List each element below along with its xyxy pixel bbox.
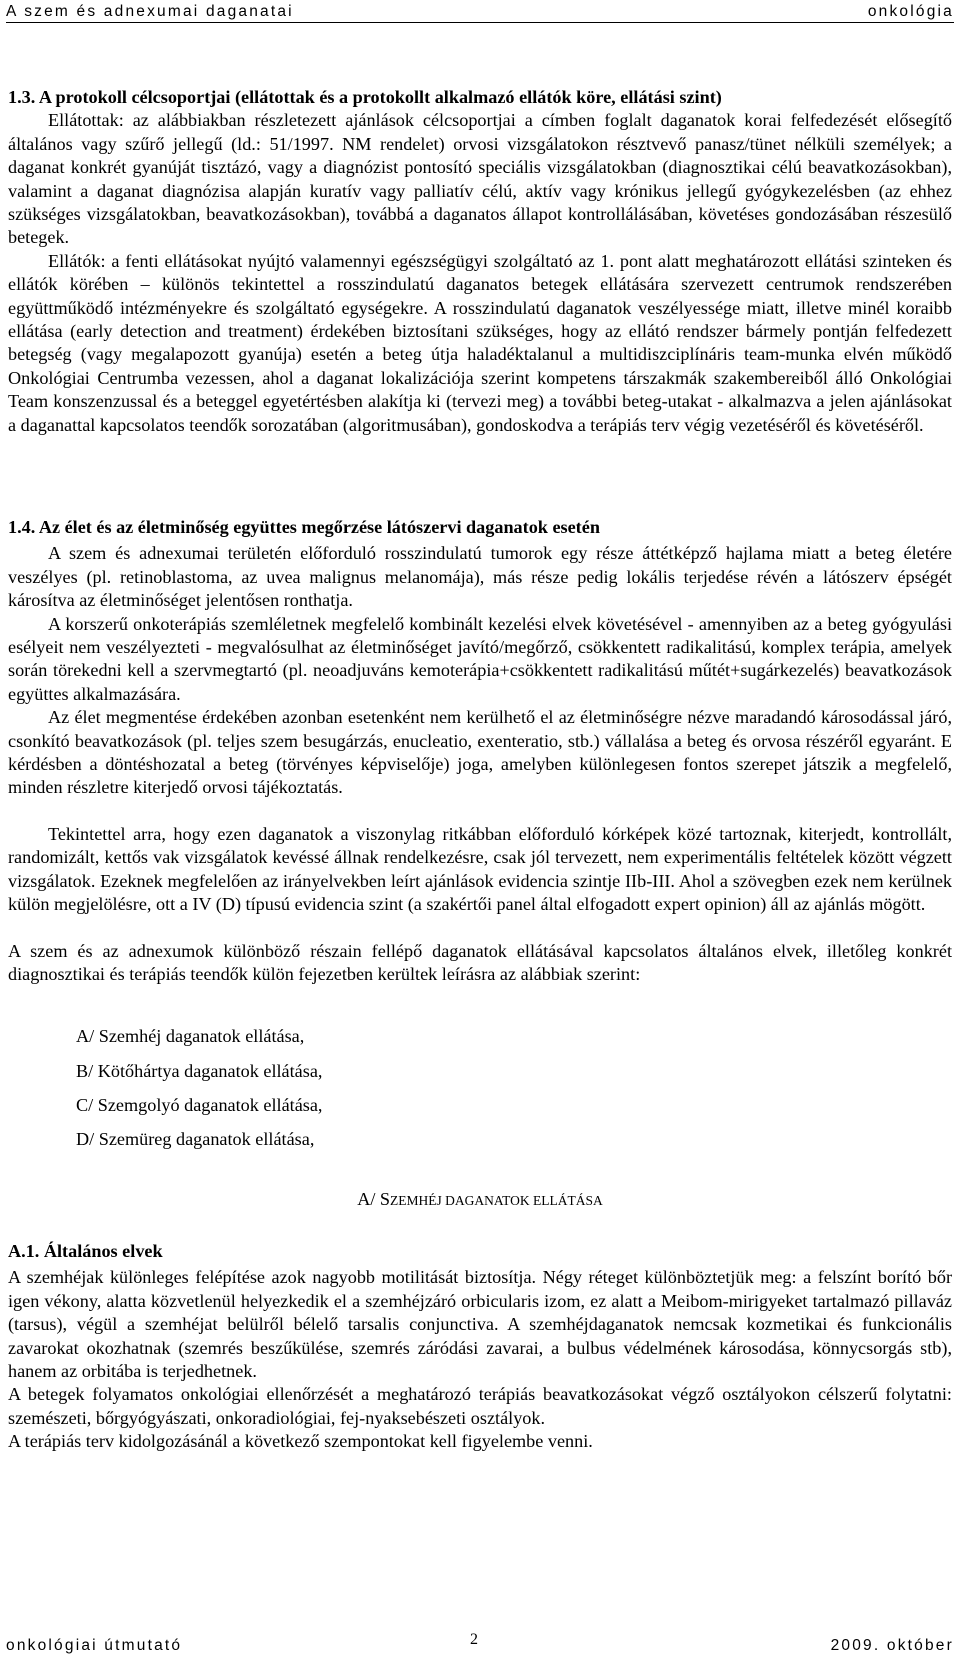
chapter-list-item: C/ Szemgolyó daganatok ellátása, <box>76 1095 323 1115</box>
chapter-title-prefix: A/ S <box>357 1189 391 1209</box>
paragraph: A szem és adnexumai területén előforduló rosszindulatú tumorok egy része áttétképző hajlama miatt a beteg életére veszélyes (pl. retinoblastoma, az uvea malignus melanomája), más része pedig lokális terjedése révén a látószerv épségét károsítva az életminőséget jelentősen ronthatja. <box>8 543 952 611</box>
chapter-title-rest: ZEMHÉJ DAGANATOK ELLÁTÁSA <box>390 1193 603 1208</box>
paragraph: A korszerű onkoterápiás szemléletnek megfelelő kombinált kezelési elvek követésével - amennyiben az a beteg gyógyulási esélyeit nem veszélyezteti - megvalósulhat az életminőséget javító/megőrző, csökkentett radikalitású, komplex terápia, amelyek során törekedni kell a szervmegtartó (pl. neoadjuváns kemoterápia+csökkentett radikalitású műtét+sugárkezelés) beavatkozások együttes alkalmazására. <box>8 613 952 704</box>
section-heading: A.1. Általános elvek <box>8 1241 163 1261</box>
page-number: 2 <box>470 1631 478 1648</box>
paragraph: Tekintettel arra, hogy ezen daganatok a viszonylag ritkábban előforduló kórképek közé tartoznak, kiterjedt, kontrollált, randomizált, kettős vak vizsgálatok kevéssé állnak rendelkezésre, csak jól tervezett, nem experimentális feltételek között végzett vizsgálatok. Ezeknek megfelelően az irányelvekben leírt ajánlások evidencia szintje IIb-III. Ahol a szövegben ezek nem kerülnek külön megjelölésre, ott a IV (D) típusú evidencia szint (a szakértői panel által elfogadott expert opinion) áll az ajánlás mögött. <box>8 823 952 915</box>
running-header <box>6 0 954 23</box>
paragraph: A betegek folyamatos onkológiai ellenőrzését a meghatározó terápiás beavatkozásokat végző osztályokon célszerű folytatni: szemészeti, bőrgyógyászati, onkoradiológiai, fej-nyaksebészeti osztályok. <box>8 1384 952 1428</box>
header-category: onkológia <box>867 3 954 20</box>
section-a-1 <box>8 1240 952 1454</box>
footer-date: 2009. október <box>830 1637 954 1654</box>
chapter-list-item: A/ Szemhéj daganatok ellátása, <box>76 1026 305 1046</box>
chapter-list-item: B/ Kötőhártya daganatok ellátása, <box>76 1061 323 1081</box>
paragraph-ellatottak: Ellátottak: az alábbiakban részletezett ajánlások célcsoportjai a címben foglalt daganatok korai felfedezését elősegítő általános vagy szűrő jellegű (ld.: 51/1997. NM rendelet) orvosi vizsgálatokon résztvevő panasz/tünet nélküli személyek; a daganat konkrét gyanúját tisztázó, vagy a diagnózist pontosító speciális vizsgálatokban (diagnosztikai célú beavatkozásokban), valamint a daganat diagnózisa alapján kuratív vagy palliatív célú, aktív vagy krónikus jellegű gyógykezelésben (az ehhez szükséges vizsgálatokban, beavatkozásokban), továbbá a daganatos állapot kontrollálásában, követéses gondozásában részesülő betegek. <box>8 110 952 248</box>
paragraph-ellatok: Ellátók: a fenti ellátásokat nyújtó valamennyi egészségügyi szolgáltató az 1. pont alatt meghatározott ellátási szinteken és ellátók körében – különös tekintettel a rosszindulatú daganatos betegek ellátására szervezett centrumok rendszerében együttműködő intézményekre és szolgáltató egységekre. A rosszindulatú daganatok veszélyessége miatt, illetve minél koraibb ellátása (early detection and treatment) érdekében biztosítani szükséges, hogy az ellátó rendszer bármely pontján felfedezett betegség (vagy megalapozott gyanúja) esetén a beteg útja haladéktalanul a multidiszciplínáris team-munka elvén működő Onkológiai Centrumba vezessen, ahol a daganat lokalizációja szerint kompetens társzakmák szakembereiből álló Onkológiai Team konszenzussal és a beteggel egyetértésben alakítja ki (tervezi meg) a további beteg-utakat - alkalmazva a jelen ajánlásokat a daganattal kapcsolatos teendők sorozatában (algoritmusában), gondoskodva a terápiás terv végig vezetéséről és követéséről. <box>8 250 952 435</box>
paragraph: A terápiás terv kidolgozásánál a következő szempontokat kell figyelembe venni. <box>8 1431 593 1452</box>
chapter-title <box>0 1188 960 1212</box>
section-heading: 1.4. Az élet és az életminőség együttes megőrzése látószervi daganatok esetén <box>8 517 600 537</box>
running-footer <box>6 1632 954 1656</box>
section-heading: 1.3. A protokoll célcsoportjai (ellátottak és a protokollt alkalmazó ellátók köre, ellátási szint) <box>8 87 722 107</box>
paragraph: A szemhéjak különleges felépítése azok nagyobb motilitását biztosítja. Négy réteget különböztetjük meg: a felszínt borító bőr igen vékony, alatta közvetlenül helyezkedik el a szemhéjzáró orbicularis izom, ez alatt a Meibom-mirigyeket tartalmazó pillaváz (tarsus), végül a szemhéjat belülről bélelő tarsalis conjunctiva. A szemhéjdaganatok nemcsak kozmetikai és funkcionális zavarokat okozhatnak (szemrés beszűkülése, szemrés záródási zavarai, a bulbus védelmének károsodása, könnycsorgás stb), hanem az orbitába is terjedhetnek. <box>8 1267 952 1382</box>
header-title: A szem és adnexumai daganatai <box>6 3 294 20</box>
paragraph: A szem és az adnexumok különböző részain fellépő daganatok ellátásával kapcsolatos általános elvek, illetőleg konkrét diagnosztikai és terápiás teendők külön fejezetben kerültek leírásra az alábbiak szerint: <box>8 940 952 984</box>
footer-title: onkológiai útmutató <box>6 1637 183 1654</box>
section-1-3 <box>8 86 952 437</box>
paragraph: Az élet megmentése érdekében azonban esetenként nem kerülhető el az életminőségre nézve maradandó károsodással járó, csonkító beavatkozások (pl. teljes szem besugárzás, enucleatio, exenteratio, stb.) vállalása a beteg és orvosa részéről egyaránt. E kérdésben a döntéshozatal a beteg (törvényes képviselője) joga, amelyben különlegesen fontos szerepet játszik a megfelelő, minden részletre kiterjedő orvosi tájékoztatás. <box>8 707 952 798</box>
chapter-list-item: D/ Szemüreg daganatok ellátása, <box>76 1129 315 1149</box>
section-1-4 <box>8 516 952 986</box>
